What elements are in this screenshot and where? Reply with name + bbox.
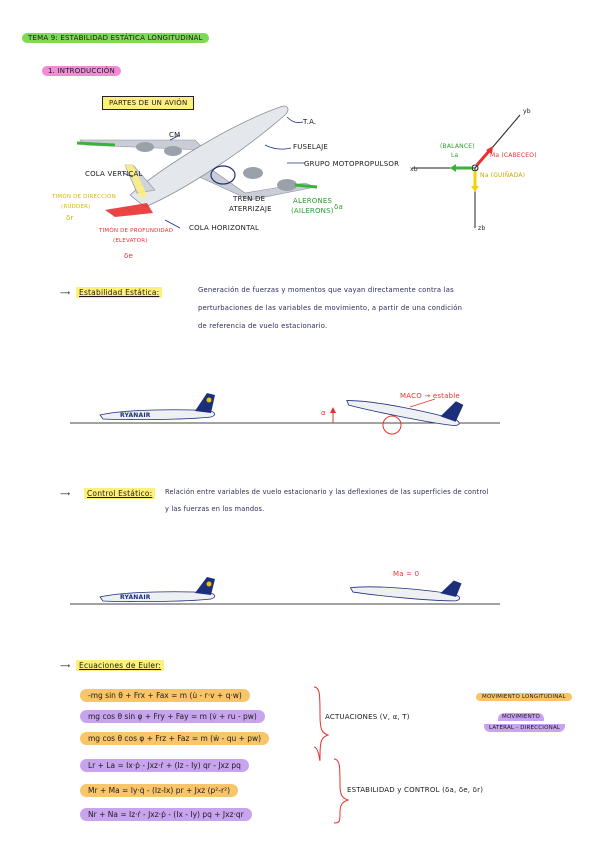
label-rudder: (RUDDER) (61, 204, 91, 210)
brand-plane-1: RYANAIR (120, 412, 151, 419)
equation-1: -mg sin θ + Frx + Fax = m (u̇ - r·v + q·w) (80, 689, 250, 702)
airplane-box-title: PARTES DE UN AVIÓN (102, 96, 194, 110)
equation-3: mg cos θ cos φ + Frz + Faz = m (ẇ - qu + pw) (80, 732, 269, 745)
label-ta: T.A. (303, 118, 317, 126)
figure1-label: MACO → estable (400, 392, 460, 400)
label-alerones-1: ALERONES (293, 197, 333, 205)
badge-movimiento-lateral-1: MOVIMIENTO (498, 713, 544, 721)
estabilidad-line3: de referencia de vuelo estacionario. (198, 322, 328, 330)
label-cola-horizontal: COLA HORIZONTAL (189, 224, 260, 232)
label-alerones-2: (AILERONS) (291, 207, 334, 215)
badge-movimiento-longitudinal: MOVIMIENTO LONGITUDINAL (476, 693, 572, 701)
control-line1: Relación entre variables de vuelo estacionario y las deflexiones de las superficies de control (165, 488, 489, 496)
label-tren-2: ATERRIZAJE (229, 205, 272, 213)
control-term: Control Estático: (84, 488, 155, 499)
label-delta-r: δr (66, 214, 74, 222)
arrow-bullet-2: ⟶ (60, 490, 71, 498)
axis-cabeceo-label: Ma (CABECEO) (490, 152, 537, 159)
engine-3 (243, 167, 263, 179)
equation-4: Lr + La = Ix·ṗ - Jxz·ṙ + (Iz - Iy) qr - Jxz pq (80, 759, 249, 772)
label-cm: CM (169, 131, 181, 139)
estabilidad-term: Estabilidad Estática: (76, 287, 162, 298)
label-delta-e: δe (124, 252, 133, 260)
euler-term: Ecuaciones de Euler: (76, 660, 164, 671)
equation-2: mg cos θ sin φ + Fry + Fay = m (v̇ + ru - pw) (80, 710, 265, 723)
engine-1 (136, 142, 154, 152)
arrow-bullet-3: ⟶ (60, 662, 71, 670)
arrow-bullet: ⟶ (60, 289, 71, 297)
axis-guinada-label: Na (GUIÑADA) (480, 172, 526, 179)
equation-6: Nr + Na = Iz·ṙ - Jxz·ṗ - (Ix - Iy) pq + Jxz·qr (80, 808, 252, 821)
brand-plane-2: RYANAIR (120, 594, 151, 601)
label-timon-profundidad: TIMÓN DE PROFUNDIDAD (99, 228, 174, 234)
figure1-delta: α (321, 409, 326, 417)
aileron-right-highlight (295, 185, 317, 187)
page-title: TEMA 9: ESTABILIDAD ESTÁTICA LONGITUDINAL (22, 33, 209, 43)
badge-movimiento-lateral-2: LATERAL - DIRECCIONAL (484, 724, 565, 732)
axis-zb-label: zb (478, 225, 486, 232)
label-tren-1: TREN DE (233, 195, 266, 203)
axis-xb-label: xb (410, 166, 418, 173)
equation-5: Mr + Ma = Iy·q̇ - (Iz-Ix) pr + Jxz (p²-r²) (80, 784, 238, 797)
axis-balance-label: (BALANCE) (440, 143, 475, 150)
axis-yb-label: yb (523, 108, 531, 115)
label-cola-vertical: COLA VERTICAL (85, 170, 143, 178)
label-fuselaje: FUSELAJE (293, 143, 328, 151)
aileron-left-highlight (77, 143, 115, 145)
label-timon-direccion: TIMÓN DE DIRECCIÓN (52, 194, 116, 200)
figure2-label: Ma = 0 (393, 570, 420, 578)
brackets (300, 685, 360, 825)
label-grupo-motopropulsor: GRUPO MOTOPROPULSOR (304, 160, 400, 168)
axis-la-label: La (451, 152, 459, 159)
elevator-highlight (105, 203, 153, 217)
label-elevator: (ELEVATOR) (113, 238, 148, 244)
estabilidad-line2: perturbaciones de las variables de movimiento, a partir de una condición (198, 304, 463, 312)
engine-2 (164, 146, 182, 156)
engine-4 (277, 179, 297, 191)
label-delta-a: δa (334, 203, 343, 211)
control-line2: y las fuerzas en los mandos. (165, 505, 265, 513)
estabilidad-line1: Generación de fuerzas y momentos que vayan directamente contra las (198, 286, 454, 294)
section-heading: 1. INTRODUCCIÓN (42, 66, 121, 76)
actuaciones-label: ACTUACIONES (V, α, T) (325, 713, 410, 721)
estabilidad-control-label: ESTABILIDAD y CONTROL (δa, δe, δr) (347, 786, 484, 794)
